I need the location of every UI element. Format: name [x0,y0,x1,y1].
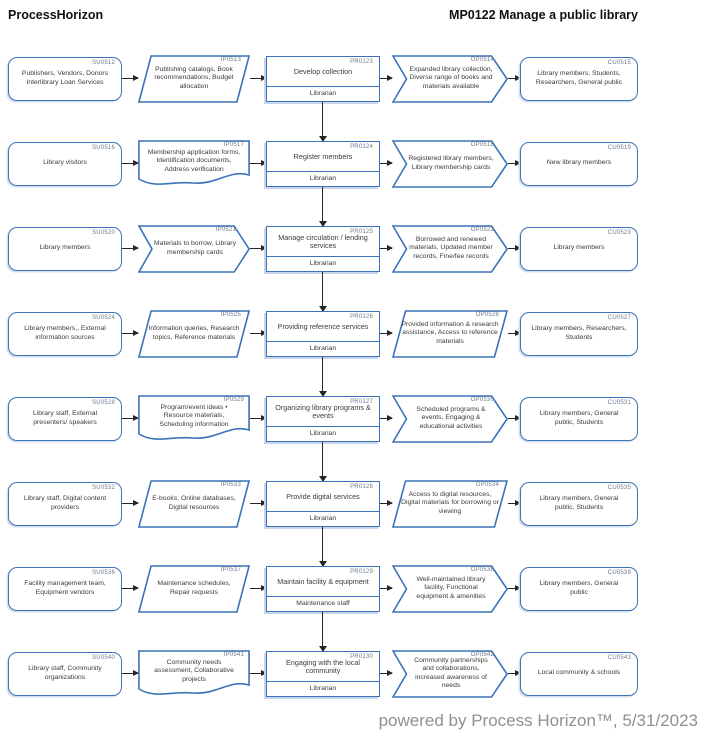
output-label: Registered library members, Library membership cards [408,155,494,171]
input-label: Maintenance schedules, Repair requests [157,580,231,596]
arrow-right-icon [508,248,520,249]
arrow-right-icon [250,78,266,79]
output-shape-chevron [392,225,508,273]
process-role: Librarian [267,426,379,441]
page-title: MP0122 Manage a public library [449,8,638,22]
output-shape-parallelogram [392,310,508,358]
arrow-right-icon [508,588,520,589]
supplier-box [8,312,122,356]
process-title: Maintain facility & equipment [277,576,369,586]
customer-box [520,397,638,441]
sipoc-row [8,121,701,206]
flow-down-arrow-icon [322,272,323,311]
customer-box [520,142,638,186]
sipoc-row [8,546,701,631]
input-shape-parallelogram [138,310,250,358]
input-shape-document [138,140,250,188]
output-label: Borrowed and renewed materials, Updated member records, Fine/fee records [409,236,493,260]
customer-label: Library members, General public [539,580,619,596]
sipoc-row [8,376,701,461]
arrow-right-icon [250,588,266,589]
sipoc-row [8,36,701,121]
process-role: Librarian [267,171,379,186]
customer-box [520,482,638,526]
sipoc-row [8,631,701,716]
process-box [266,566,380,612]
process-tag: PR0126 [350,313,373,320]
arrow-right-icon [122,333,138,334]
supplier-tag: SU0536 [92,569,115,576]
arrow-right-icon [380,78,392,79]
process-box [266,56,380,102]
output-label: Scheduled programs & events, Engaging & educational activities [416,406,486,430]
supplier-tag: SU0520 [92,229,115,236]
input-shape-parallelogram [138,480,250,528]
arrow-right-icon [122,78,138,79]
supplier-box [8,567,122,611]
supplier-label: Publishers, Vendors, Donors Interlibrary Loan Services [21,70,109,86]
supplier-box [8,397,122,441]
flow-down-arrow-icon [322,357,323,396]
supplier-label: Library visitors [43,159,87,167]
input-label: Information queries, Research topics, Reference materials [148,325,240,341]
process-title: Develop collection [293,66,353,76]
header [8,8,638,36]
input-tag: IP0513 [220,56,241,63]
customer-label: Library members, General public, Students [539,410,619,426]
customer-tag: CU0519 [607,144,631,151]
supplier-label: Library staff, Community organizations [28,665,102,681]
arrow-right-icon [380,163,392,164]
customer-label: Library members [553,244,605,252]
input-label: Program/event ideas • Resource materials, Scheduling information [159,404,229,428]
sipoc-diagram-page [0,8,701,738]
sipoc-row [8,206,701,291]
customer-tag: CU0543 [607,654,631,661]
process-role: Librarian [267,511,379,526]
output-label: Expanded library collection, Diverse range of books and materials available [409,66,493,90]
output-label: Access to digital resources, Digital materials for borrowing or viewing [401,491,499,515]
output-tag: OP0526 [475,311,499,318]
process-box [266,226,380,272]
flow-down-arrow-icon [322,187,323,226]
arrow-right-icon [250,248,266,249]
arrow-right-icon [508,333,520,334]
arrow-right-icon [250,673,266,674]
supplier-label: Library staff, External presenters/ speakers [32,410,98,426]
input-tag: IP0529 [223,396,244,403]
output-tag: OP0530 [470,396,494,403]
flow-down-arrow-icon [322,442,323,481]
arrow-right-icon [508,673,520,674]
customer-tag: CU0527 [607,314,631,321]
arrow-right-icon [122,163,138,164]
customer-label: Library members, Students, Researchers, General public [535,70,623,86]
arrow-right-icon [380,248,392,249]
process-role: Maintenance staff [267,596,379,611]
input-label: E-books, Online databases, Digital resources [152,495,236,511]
output-shape-chevron [392,55,508,103]
input-label: Community needs assessment, Collaborative projects [154,659,234,683]
customer-tag: CU0515 [607,59,631,66]
customer-label: Local community & schools [537,669,621,677]
input-shape-parallelogram [138,565,250,613]
supplier-tag: SU0528 [92,399,115,406]
customer-tag: CU0523 [607,229,631,236]
input-tag: IP0537 [220,566,241,573]
customer-label: Library members, General public, Students [539,495,619,511]
supplier-label: Facility management team, Equipment vendors [24,580,106,596]
supplier-label: Library members,, External information sources [24,325,106,341]
supplier-box [8,652,122,696]
output-shape-chevron [392,650,508,698]
customer-label: New library members [546,159,612,167]
output-label: Provided information & research assistance, Access to reference materials [401,321,499,345]
input-tag: IP0525 [220,311,241,318]
arrow-right-icon [380,503,392,504]
output-tag: OP0522 [470,226,494,233]
app-brand: ProcessHorizon [8,8,104,22]
arrow-right-icon [508,418,520,419]
arrow-right-icon [250,503,266,504]
customer-tag: CU0539 [607,569,631,576]
customer-box [520,312,638,356]
process-box [266,481,380,527]
supplier-label: Library members [39,244,91,252]
arrow-right-icon [122,503,138,504]
arrow-right-icon [122,248,138,249]
output-label: Well-maintained library facility, Functional equipment & amenities [416,576,486,600]
input-tag: IP0533 [220,481,241,488]
arrow-right-icon [508,78,520,79]
flow-down-arrow-icon [322,102,323,141]
supplier-box [8,142,122,186]
arrow-right-icon [122,673,138,674]
supplier-tag: SU0524 [92,314,115,321]
powered-by-footer: powered by Process Horizon™, 5/31/2023 [378,711,698,730]
process-tag: PR0123 [350,58,373,65]
customer-tag: CU0531 [607,399,631,406]
arrow-right-icon [380,673,392,674]
arrow-right-icon [508,163,520,164]
customer-tag: CU0535 [607,484,631,491]
customer-box [520,567,638,611]
output-shape-chevron [392,140,508,188]
supplier-tag: SU0532 [92,484,115,491]
arrow-right-icon [250,333,266,334]
process-title: Organizing library programs & events [275,402,371,420]
customer-box [520,652,638,696]
arrow-right-icon [250,418,266,419]
supplier-box [8,57,122,101]
arrow-right-icon [380,418,392,419]
input-tag: IP0541 [223,651,244,658]
process-title: Providing reference services [277,321,369,331]
output-tag: OP0514 [470,56,494,63]
arrow-right-icon [122,588,138,589]
supplier-box [8,482,122,526]
process-role: Librarian [267,681,379,696]
process-title: Engaging with the local community [286,657,360,675]
output-tag: OP0518 [470,141,494,148]
input-label: Membership application forms, Identification documents, Address verification [147,149,241,173]
process-tag: PR0128 [350,483,373,490]
input-tag: IP0517 [223,141,244,148]
input-shape-document [138,650,250,698]
flow-down-arrow-icon [322,612,323,651]
process-box [266,651,380,697]
process-tag: PR0129 [350,568,373,575]
output-tag: OP0534 [475,481,499,488]
supplier-tag: SU0512 [92,59,115,66]
arrow-right-icon [122,418,138,419]
flow-down-arrow-icon [322,527,323,566]
sipoc-row [8,461,701,546]
process-title: Manage circulation / lending services [278,232,368,250]
supplier-tag: SU0540 [92,654,115,661]
process-role: Librarian [267,341,379,356]
output-tag: OP0538 [470,566,494,573]
process-role: Librarian [267,86,379,101]
output-tag: OP0542 [470,651,494,658]
process-box [266,311,380,357]
output-shape-chevron [392,565,508,613]
input-tag: IP0521 [215,226,236,233]
input-label: Materials to borrow, Library membership cards [154,240,236,256]
sipoc-rows [8,36,701,716]
supplier-label: Library staff, Digital content providers [23,495,107,511]
customer-box [520,227,638,271]
output-shape-parallelogram [392,480,508,528]
input-shape-chevron [138,225,250,273]
process-box [266,396,380,442]
process-tag: PR0127 [350,398,373,405]
arrow-right-icon [250,163,266,164]
customer-label: Library members, Researchers, Students [531,325,627,341]
arrow-right-icon [380,588,392,589]
process-tag: PR0125 [350,228,373,235]
sipoc-row [8,291,701,376]
process-role: Librarian [267,256,379,271]
process-box [266,141,380,187]
input-shape-parallelogram [138,55,250,103]
input-shape-document [138,395,250,443]
process-title: Register members [293,151,353,161]
process-tag: PR0124 [350,143,373,150]
customer-box [520,57,638,101]
output-shape-chevron [392,395,508,443]
input-label: Publishing catalogs, Book recommendations, Budget allocation [154,66,234,90]
process-tag: PR0130 [350,653,373,660]
arrow-right-icon [380,333,392,334]
supplier-tag: SU0516 [92,144,115,151]
arrow-right-icon [508,503,520,504]
output-label: Community partnerships and collaborations, increased awareness of needs [414,657,488,689]
process-title: Provide digital services [286,491,360,501]
supplier-box [8,227,122,271]
